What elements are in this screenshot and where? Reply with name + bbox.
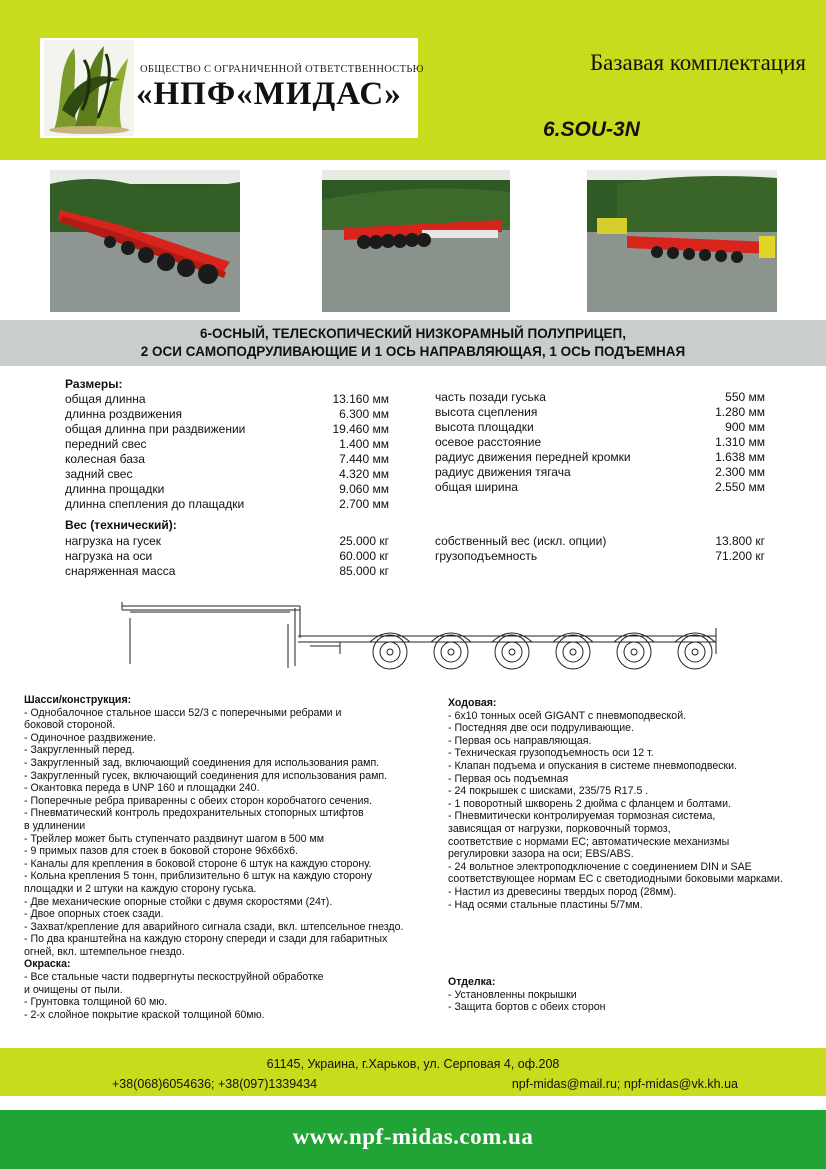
paint-title: Окраска: (24, 958, 71, 971)
chassis-line: - Каналы для крепления в боковой стороне 6 штук на каждую сторону. (24, 857, 372, 870)
chassis-line: - Кольна крепления 5 тонн, приблизительно 6 штук на каждую сторону (24, 870, 373, 883)
paint-line: - Грунтовка толщиной 60 мю. (24, 996, 168, 1009)
spec-row (65, 534, 389, 549)
spec-value: 2.300 мм (715, 465, 765, 479)
spec-value: 4.320 мм (339, 467, 389, 481)
spec-label: нагрузка на гусек (65, 534, 162, 548)
spec-value: 900 мм (725, 420, 765, 434)
running-gear-section (448, 697, 818, 911)
finish-line: - Защита бортов с обеих сторон (448, 1001, 606, 1014)
spec-row (65, 467, 389, 482)
spec-label: длинна прощадки (65, 482, 165, 496)
trailer-side-drawing (120, 594, 720, 674)
logo-subtitle: ОБЩЕСТВО С ОГРАНИЧЕННОЙ ОТВЕТСТВЕННОСТЬЮ (140, 64, 424, 75)
chassis-line: - Закругленный зад, включающий соединения для использования рамп. (24, 756, 380, 769)
spec-value: 85.000 кг (339, 564, 389, 578)
running-line: - Пневмитически контролируемая тормозная система, (448, 810, 716, 823)
spec-label: высота площадки (435, 420, 534, 434)
spec-row (65, 452, 389, 467)
spec-row (435, 420, 765, 435)
chassis-line: - Поперечные ребра приваренны с обеих сторон коробчатого сечения. (24, 794, 373, 807)
chassis-line: - Пневматический контроль предохранительных стопорных штифтов (24, 807, 364, 820)
spec-row (435, 534, 765, 549)
spec-label: грузоподъемность (435, 549, 538, 563)
spec-row (65, 482, 389, 497)
running-line: - 24 вольтное электроподключение с соединением DIN и SAE (448, 860, 752, 873)
chassis-line: - 9 примых пазов для стоек в боковой стороне 96х66х6. (24, 845, 298, 858)
address: 61145, Украина, г.Харьков, ул. Серповая 4, оф.208 (266, 1057, 560, 1071)
running-line: - 1 поворотный шкворень 2 дюйма с фланцем и болтами. (448, 797, 731, 810)
spec-row (435, 405, 765, 420)
spec-label: часть позади гуська (435, 390, 546, 404)
running-line: - Клапан подъема и опускания в системе пневмоподвески. (448, 759, 738, 772)
spec-value: 9.060 мм (339, 482, 389, 496)
chassis-line: - Одиночное раздвижение. (24, 731, 156, 744)
spec-label: осевое расстояние (435, 435, 542, 449)
spec-row (435, 465, 765, 480)
running-line: - Над осями стальные пластины 5/7мм. (448, 898, 643, 911)
spec-value: 1.280 мм (715, 405, 765, 419)
chassis-line: - Закругленный перед. (24, 744, 135, 757)
company-logo (40, 38, 424, 138)
spec-row (65, 407, 389, 422)
chassis-line: - Двое опорных стоек сзади. (24, 908, 164, 921)
spec-label: длинна роздвижения (65, 407, 183, 421)
spec-label: радиус движения тягача (435, 465, 571, 479)
finish-line: - Установленны покрышки (448, 988, 577, 1001)
running-title: Ходовая: (448, 697, 497, 709)
chassis-line: - Окантовка переда в UNP 160 и площадки 240. (24, 782, 260, 795)
spec-row (65, 437, 389, 452)
trailer-photo-3 (587, 170, 777, 312)
model-name: 6.SOU-3N (543, 118, 640, 141)
spec-value: 13.160 мм (332, 392, 389, 406)
running-line: - 24 покрышек с шисками, 235/75 R17.5 . (448, 785, 649, 798)
chassis-line: огней, вкл. штемпельное гнездо. (24, 945, 185, 958)
website-link[interactable]: www.npf-midas.com.ua (292, 1124, 534, 1149)
spec-row (65, 392, 389, 407)
spec-value: 7.440 мм (339, 452, 389, 466)
spec-label: длинна спепления до плащадки (65, 497, 245, 511)
page-title: Базавая комплектация (589, 50, 806, 75)
chassis-line: - Трейлер может быть ступенчато раздвинут шагом в 500 мм (24, 832, 325, 845)
spec-value: 60.000 кг (339, 549, 389, 563)
spec-value: 71.200 кг (715, 549, 765, 563)
trailer-photo-2 (322, 170, 510, 312)
running-line: - Первая ось направляющая. (448, 734, 592, 747)
spec-value: 2.550 мм (715, 480, 765, 494)
paint-line: и очищены от пыли. (24, 983, 123, 996)
spec-label: передний свес (65, 437, 147, 451)
logo-emblem-icon (44, 40, 134, 136)
headline-line-2: 2 ОСИ САМОПОДРУЛИВАЮЩИЕ И 1 ОСЬ НАПРАВЛЯЮЩАЯ, 1 ОСЬ ПОДЪЕМНАЯ (140, 344, 686, 359)
logo-title: «НПФ«МИДАС» (136, 76, 402, 112)
chassis-line: - Однобалочное стальное шасси 52/3 с поперечными ребрами и (24, 706, 342, 719)
dimensions-title: Размеры: (65, 377, 123, 391)
running-line: - Техническая грузоподъемность оси 12 т. (448, 747, 654, 760)
spec-value: 1.400 мм (339, 437, 389, 451)
chassis-line: - Две механические опорные стойки с двумя скоростями (24т). (24, 895, 333, 908)
weight-title: Вес (технический): (65, 518, 177, 532)
running-line: - Настил из древесины твердых пород (28мм). (448, 885, 677, 898)
running-line: зависящая от нагрузки, порковочный тормоз, (448, 822, 671, 835)
paint-line: - 2-х слойное покрытие краской толщиной 60мю. (24, 1008, 265, 1021)
spec-label: нагрузка на оси (65, 549, 153, 563)
spec-value: 13.800 кг (715, 534, 765, 548)
running-line: соответствующее нормам ЕС с светодиодными боковыми марками. (448, 873, 783, 886)
spec-value: 6.300 мм (339, 407, 389, 421)
spec-label: высота сцепления (435, 405, 538, 419)
spec-value: 19.460 мм (332, 422, 389, 436)
running-line: регулировки зазора на оси; EBS/ABS. (448, 848, 634, 861)
spec-value: 1.638 мм (715, 450, 765, 464)
spec-row (435, 390, 765, 405)
running-line: - Постедняя две оси подруливающие. (448, 722, 635, 735)
finish-section (448, 976, 818, 1014)
chassis-line: боковой стороной. (24, 719, 116, 732)
running-line: - 6х10 тонных осей GIGANT с пневмоподвеской. (448, 709, 687, 722)
phone-numbers: +38(068)6054636; +38(097)1339434 (112, 1077, 318, 1091)
chassis-title: Шасси/конструкция: (24, 694, 132, 706)
spec-row (435, 450, 765, 465)
spec-label: общая длинна при раздвижении (65, 422, 246, 436)
spec-value: 1.310 мм (715, 435, 765, 449)
spec-value: 550 мм (725, 390, 765, 404)
headline-band (0, 320, 826, 366)
spec-label: задний свес (65, 467, 133, 481)
spec-label: снаряженная масса (65, 564, 176, 578)
trailer-photo-1 (50, 170, 240, 312)
spec-label: общая длинна (65, 392, 146, 406)
headline-line-1: 6-ОСНЫЙ, ТЕЛЕСКОПИЧЕСКИЙ НИЗКОРАМНЫЙ ПОЛУПРИЦЕП, (199, 326, 627, 341)
spec-label: собственный вес (искл. опции) (435, 534, 607, 548)
spec-label: колесная база (65, 452, 145, 466)
spec-row (435, 435, 765, 450)
spec-row (435, 480, 765, 495)
chassis-line: - Захват/крепление для аварийного сигнала сзади, вкл. штепсельное гнездо. (24, 920, 404, 933)
email-addresses[interactable]: npf-midas@mail.ru; npf-midas@vk.kh.ua (511, 1077, 738, 1091)
running-line: - Первая ось подъемная (448, 772, 569, 785)
spec-label: радиус движения передней кромки (435, 450, 631, 464)
chassis-line: - По два кранштейна на каждую сторону спереди и сзади для габаритных (24, 933, 388, 946)
spec-row (435, 549, 765, 564)
running-line: соответствие с нормами ЕС; автоматические механизмы (448, 835, 730, 848)
spec-row (65, 549, 389, 564)
chassis-line: площадки и 2 штуки на каждую сторону гуська. (24, 882, 257, 895)
chassis-line: - Закругленный гусек, включающий соединения для использования рамп. (24, 769, 388, 782)
spec-row (65, 564, 389, 579)
spec-row (65, 422, 389, 437)
finish-title: Отделка: (448, 976, 496, 988)
spec-value: 25.000 кг (339, 534, 389, 548)
spec-value: 2.700 мм (339, 497, 389, 511)
chassis-line: в удлинении (24, 819, 86, 832)
spec-label: общая ширина (435, 480, 518, 494)
paint-line: - Все стальные части подвергнуты пескоструйной обработке (24, 971, 324, 984)
chassis-section (24, 694, 424, 1021)
spec-row (65, 497, 389, 512)
